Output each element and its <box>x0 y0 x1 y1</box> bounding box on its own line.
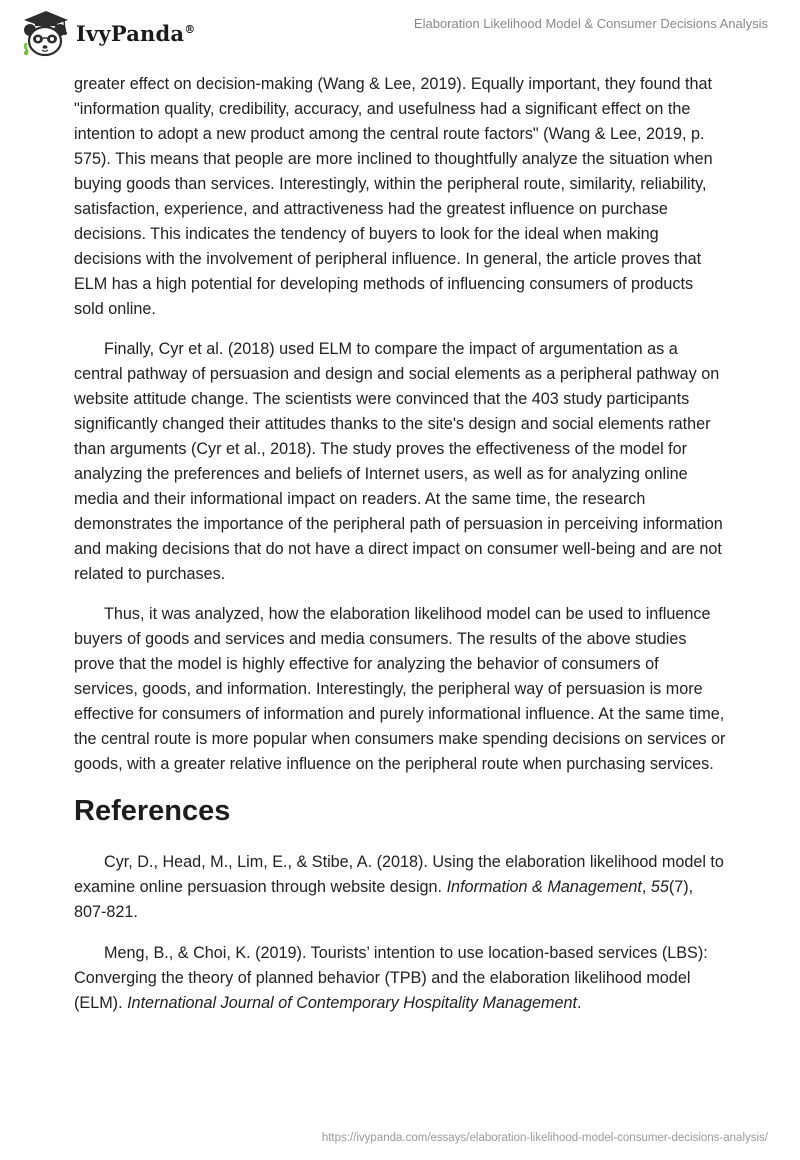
reference-journal: Information & Management <box>446 878 642 896</box>
panda-graduate-icon <box>16 8 72 58</box>
reference-item: Meng, B., & Choi, K. (2019). Tourists’ intention to use location-based services (LBS): Converging the theory of planned behavior (TPB) and the elaboration likelihood model (ELM). International Journal of Contemporary Hospitality Management. <box>74 944 708 1012</box>
reference-item: Cyr, D., Head, M., Lim, E., & Stibe, A. (2018). Using the elaboration likelihood model to examine online persuasion through website design. Information & Management, 55(7), 807-821. <box>74 853 724 921</box>
footer-url[interactable]: https://ivypanda.com/essays/elaboration-likelihood-model-consumer-decisions-analysis/ <box>321 1132 768 1144</box>
article-body <box>74 72 726 1032</box>
page-header <box>0 0 800 70</box>
references-heading: References <box>74 795 231 827</box>
paragraph-continued: greater effect on decision-making (Wang & Lee, 2019). Equally important, they found that "information quality, credibility, accuracy, and usefulness had a significant effect on the intention to adopt a new product among the central route factors" (Wang & Lee, 2019, p. 575). This means that people are more inclined to thoughtfully analyze the situation when buying goods than services. Interestingly, within the peripheral route, similarity, reliability, satisfaction, experience, and attractiveness had the greatest influence on purchase decisions. This indicates the tendency of buyers to look for the ideal when making decisions with the involvement of peripheral influence. In general, the article proves that ELM has a high potential for developing methods of influencing consumers of products sold online. <box>74 75 713 318</box>
paragraph-cyr-study: Finally, Cyr et al. (2018) used ELM to compare the impact of argumentation as a central pathway of persuasion and design and social elements as a peripheral pathway on website attitude change. The scientists were convinced that the 403 study participants significantly changed their attitudes thanks to the site's design and social elements rather than arguments (Cyr et al., 2018). The study proves the effectiveness of the model for analyzing the preferences and beliefs of Internet users, as well as for analyzing online media and their informational impact on readers. At the same time, the research demonstrates the importance of the peripheral path of persuasion in perceiving information and making decisions that do not have a direct impact on consumer well-being and are not related to purchases. <box>74 340 723 583</box>
logo[interactable] <box>16 8 195 58</box>
paragraph-conclusion: Thus, it was analyzed, how the elaboration likelihood model can be used to influence buyers of goods and services and media consumers. The results of the above studies prove that the model is highly effective for analyzing the behavior of consumers of services, goods, and information. Interestingly, the peripheral way of persuasion is more effective for consumers of information and purely informational influence. At the same time, the central route is more popular when consumers make spending decisions on services or goods, with a greater relative influence on the peripheral route when purchasing services. <box>74 605 726 773</box>
running-title: Elaboration Likelihood Model & Consumer Decisions Analysis <box>413 16 768 31</box>
logo-text: IvyPanda® <box>76 20 196 46</box>
reference-volume: 55 <box>650 878 669 896</box>
reference-journal: International Journal of Contemporary Hospitality Management <box>127 994 577 1012</box>
